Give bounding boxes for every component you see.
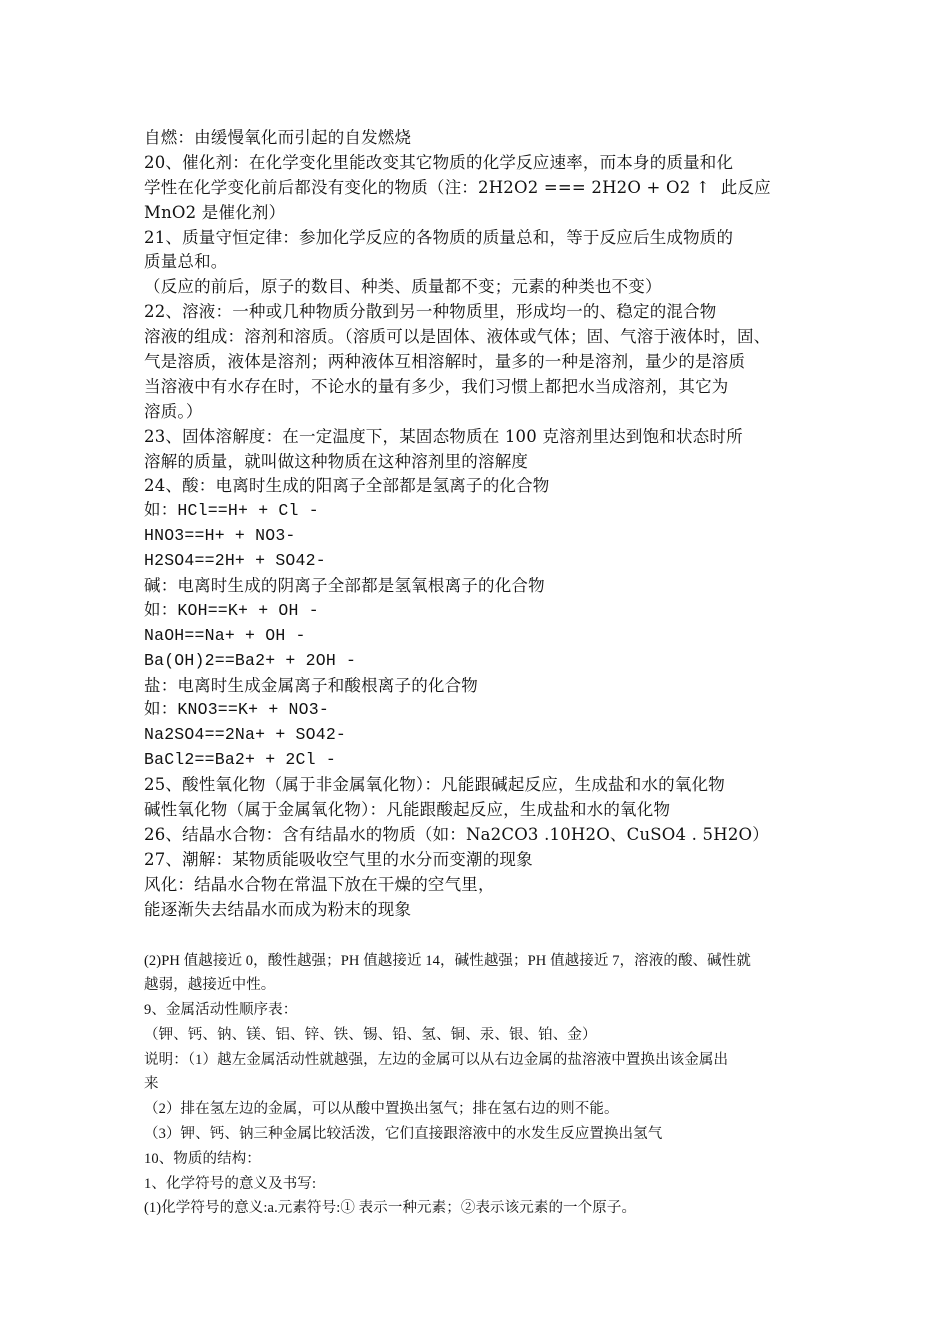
text-line: 27、潮解：某物质能吸收空气里的水分而变潮的现象 [144,849,533,869]
equation-line: BaCl2==Ba2+ + 2Cl - [144,750,336,770]
text-line: （反应的前后，原子的数目、种类、质量都不变；元素的种类也不变） [144,277,662,297]
text-line: （钾、钙、钠、镁、铝、锌、铁、锡、铅、氢、铜、汞、银、铂、金） [144,1026,597,1043]
text-line: 学性在化学变化前后都没有变化的物质（注：2H2O2 === 2H2O + O2 ↑ 此反应 [144,177,771,197]
text-line: 当溶液中有水存在时，不论水的量有多少，我们习惯上都把水当成溶剂，其它为 [144,376,729,396]
text-line: 说明：（1）越左金属活动性就越强，左边的金属可以从右边金属的盐溶液中置换出该金属出 [144,1051,729,1068]
equation-line: NaOH==Na+ + OH - [144,625,306,645]
equation-line: Ba(OH)2==Ba2+ + 2OH - [144,650,357,670]
document-page [144,126,824,1221]
text-line: 1、化学符号的意义及书写: [144,1175,317,1192]
text-line: 碱：电离时生成的阴离子全部都是氢氧根离子的化合物 [144,576,545,596]
chemistry-notes-part-1 [144,126,824,923]
text-line: 风化：结晶水合物在常温下放在干燥的空气里， [144,874,495,894]
equation-line: Na2SO4==2Na+ + SO42- [144,725,347,745]
text-line: 26、结晶水合物：含有结晶水的物质（如：Na2CO3 .10H2O、CuSO4 . 5H2O） [144,824,769,844]
text-line: （2）排在氢左边的金属，可以从酸中置换出氢气；排在氢右边的则不能。 [144,1101,619,1118]
chemistry-notes-part-2 [144,949,824,1222]
text-line: 自燃：由缓慢氧化而引起的自发燃烧 [144,128,412,147]
text-line: 溶液的组成：溶剂和溶质。（溶质可以是固体、液体或气体；固、气溶于液体时，固、 [144,327,771,347]
text-line: 气是溶质，液体是溶剂；两种液体互相溶解时，量多的一种是溶剂，量少的是溶质 [144,352,746,372]
equation-line: H2SO4==2H+ + SO42- [144,551,326,571]
equation-line: 如：KOH==K+ + OH - [144,600,319,620]
equation-line: 如：HCl==H+ + Cl - [144,501,319,521]
text-line: (2)PH 值越接近 0，酸性越强；PH 值越接近 14，碱性越强；PH 值越接近 7，溶液的酸、碱性就 [144,952,751,969]
text-line: （3）钾、钙、钠三种金属比较活泼，它们直接跟溶液中的水发生反应置换出氢气 [144,1126,663,1143]
text-line: 能逐渐失去结晶水而成为粉末的现象 [144,899,412,919]
text-line: 质量总和。 [144,252,228,272]
equation-line: HNO3==H+ + NO3- [144,526,296,546]
text-line: 来 [144,1076,159,1093]
text-line: 23、固体溶解度：在一定温度下，某固态物质在 100 克溶剂里达到饱和状态时所 [144,426,743,446]
text-line: (1)化学符号的意义:a.元素符号:① 表示一种元素；②表示该元素的一个原子。 [144,1200,637,1217]
equation-line: 如：KNO3==K+ + NO3- [144,700,329,720]
text-line: 溶解的质量，就叫做这种物质在这种溶剂里的溶解度 [144,451,529,471]
text-line: 25、酸性氧化物（属于非金属氧化物）：凡能跟碱起反应，生成盐和水的氧化物 [144,775,725,795]
text-line: 24、酸：电离时生成的阳离子全部都是氢离子的化合物 [144,476,550,496]
text-line: MnO2 是催化剂） [144,202,286,222]
text-line: 10、物质的结构： [144,1150,261,1167]
text-line: 盐：电离时生成金属离子和酸根离子的化合物 [144,675,478,695]
text-line: 21、质量守恒定律：参加化学反应的各物质的质量总和，等于反应后生成物质的 [144,227,734,247]
text-line: 碱性氧化物（属于金属氧化物）：凡能跟酸起反应，生成盐和水的氧化物 [144,800,671,820]
text-line: 越弱，越接近中性。 [144,977,276,994]
text-line: 9、金属活动性顺序表： [144,1002,298,1019]
text-line: 溶质。） [144,401,203,421]
section-gap [144,923,824,949]
text-line: 20、催化剂：在化学变化里能改变其它物质的化学反应速率，而本身的质量和化 [144,152,734,172]
text-line: 22、溶液：一种或几种物质分散到另一种物质里，形成均一的、稳定的混合物 [144,302,717,322]
